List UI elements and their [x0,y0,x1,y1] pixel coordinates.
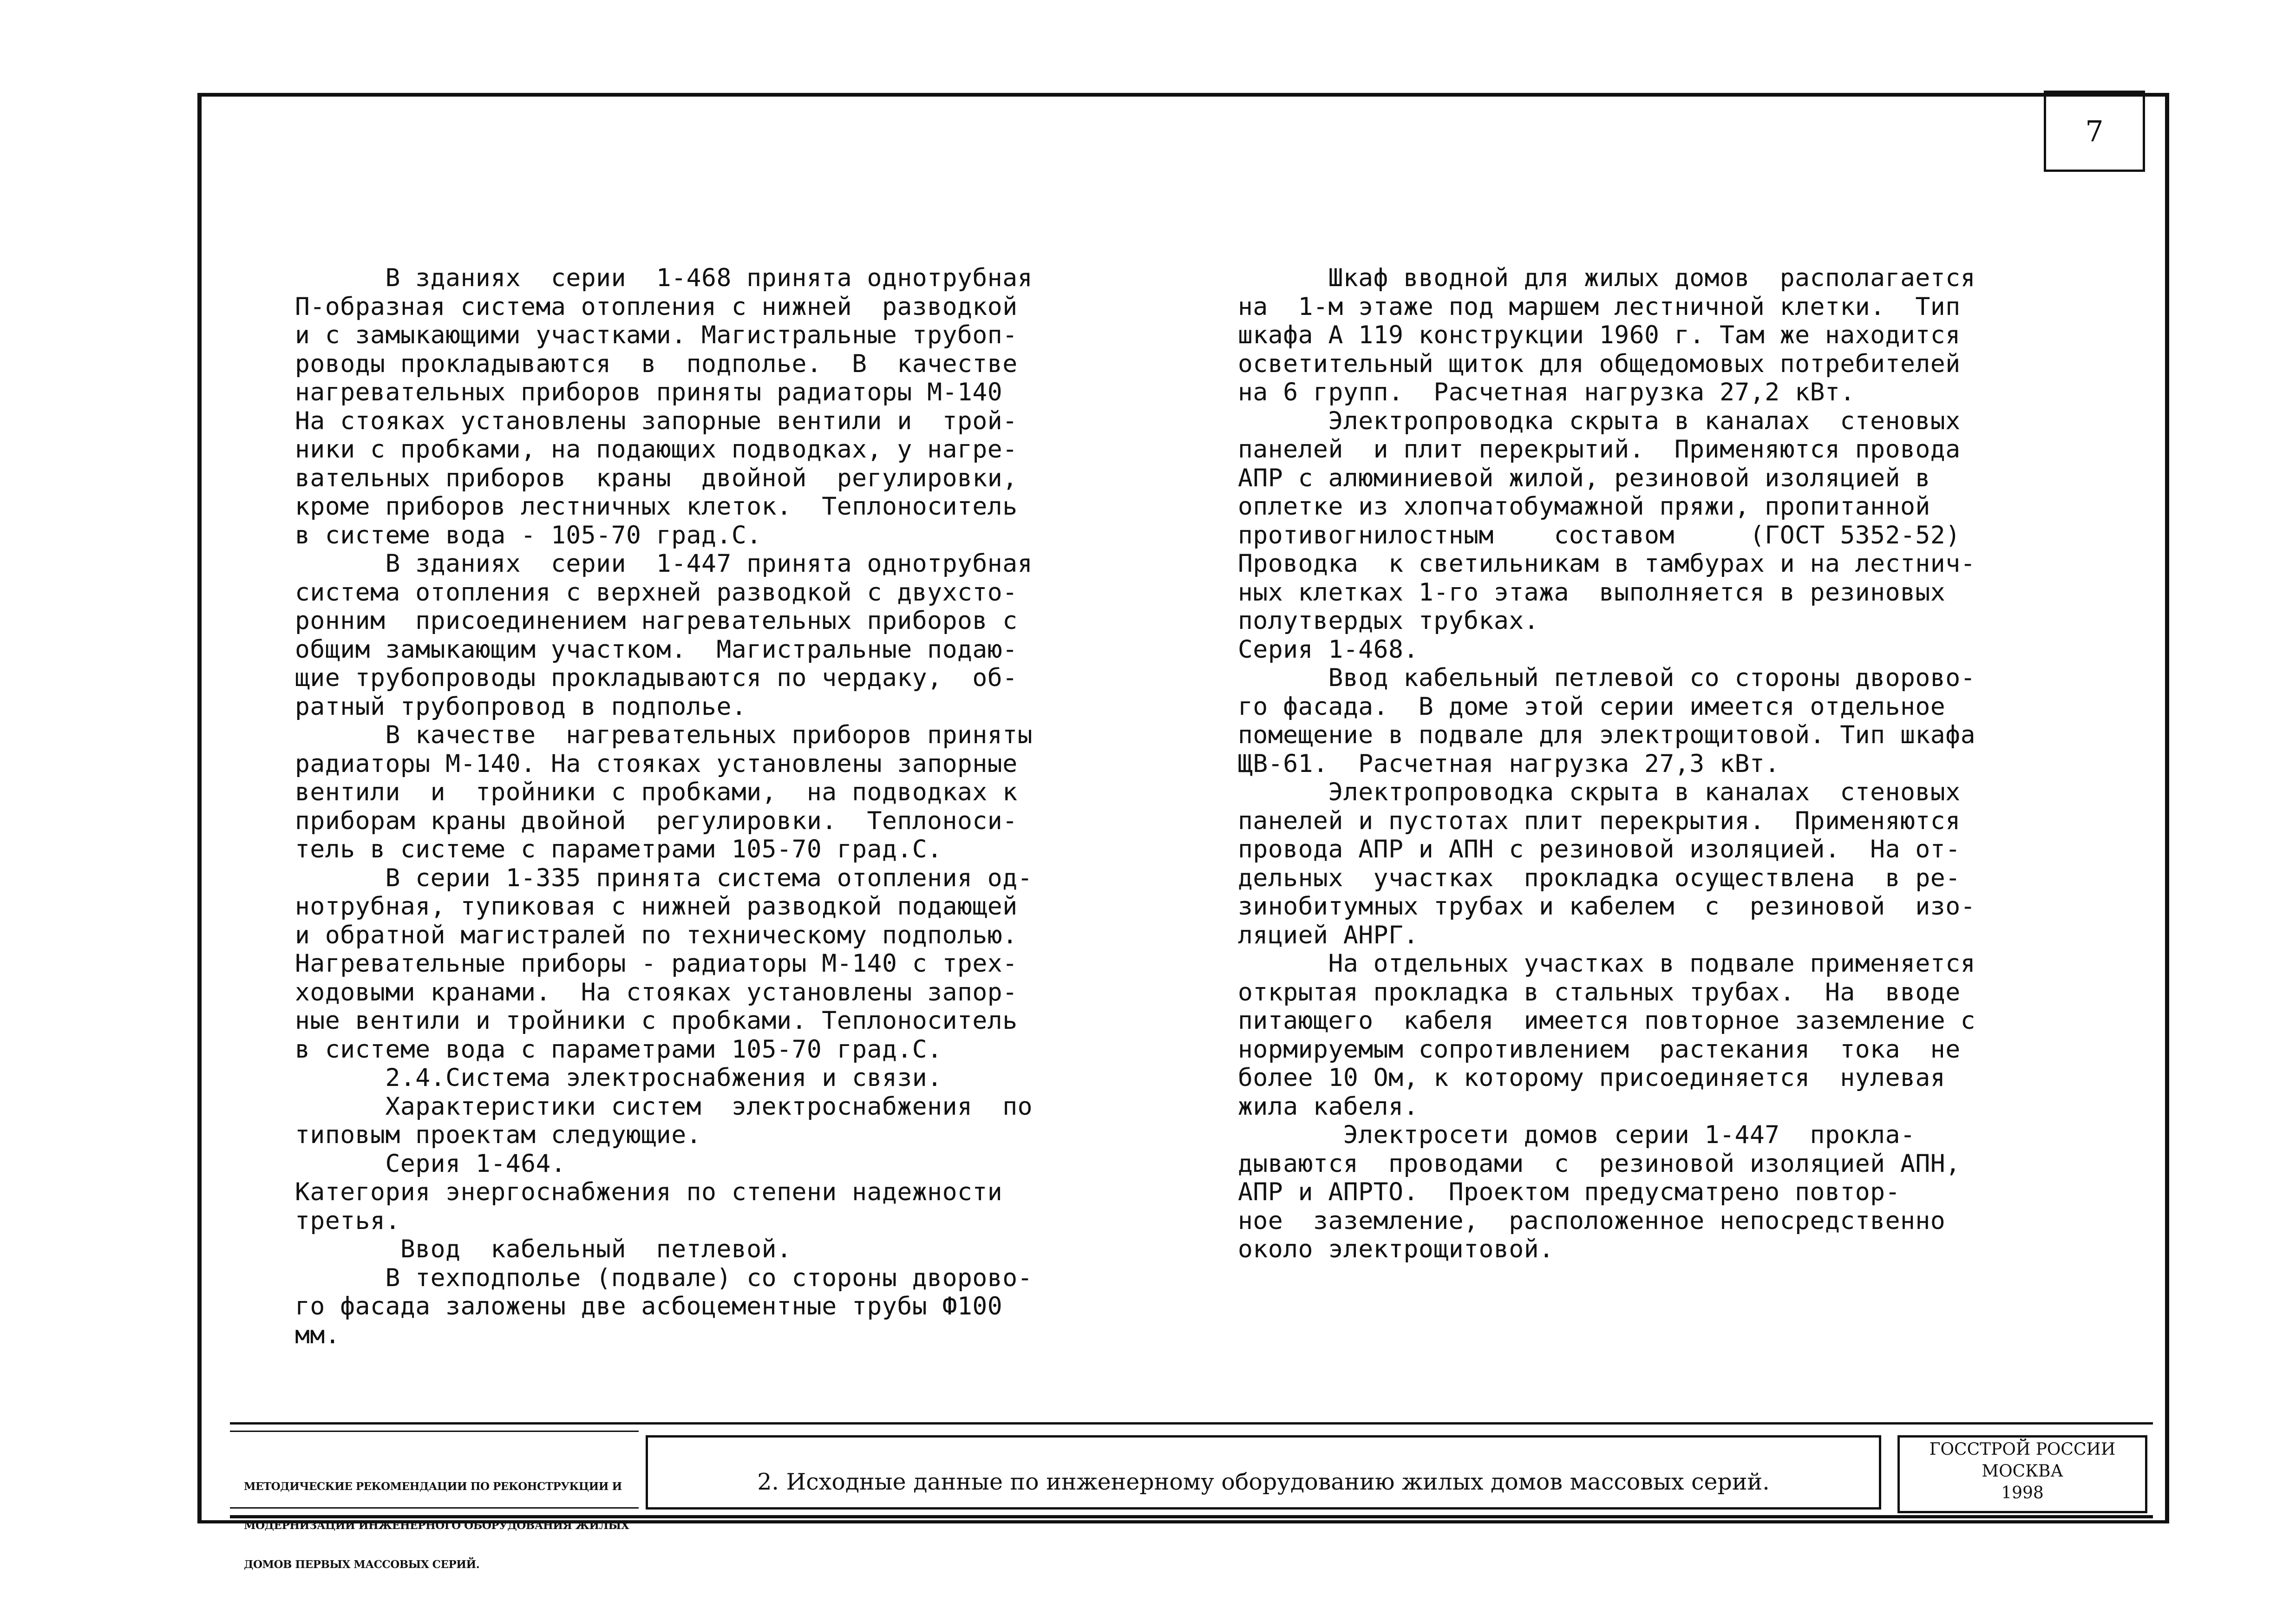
text-line: Нагревательные приборы - радиаторы М-140 с трех- [295,949,1018,978]
text-line: на 6 групп. Расчетная нагрузка 27,2 кВт. [1238,378,1855,406]
stamp-section-title: 2. Исходные данные по инженерному оборудованию жилых домов массовых серий. [757,1468,1770,1495]
text-line: Ввод кабельный петлевой. [295,1235,792,1263]
title-block-rule-top-thin [230,1431,639,1432]
text-line: панелей и плит перекрытий. Применяются провода [1238,435,1961,464]
text-line: ное заземление, расположенное непосредственно [1238,1206,1946,1235]
stamp-publisher-box [1897,1435,2147,1513]
text-line: в системе вода - 105-70 град.С. [295,521,762,549]
stamp-publisher: ГОССТРОЙ РОССИИ [1929,1440,2116,1459]
stamp-section-title-box [646,1435,1881,1510]
text-line: питающего кабеля имеется повторное заземление с [1238,1007,1976,1035]
text-line: В качестве нагревательных приборов приняты [295,721,1033,749]
text-line: в системе вода с параметрами 105-70 град.С. [295,1035,942,1064]
right-text-column [1238,264,1975,1264]
text-line: противогнилостным составом (ГОСТ 5352-52) [1238,521,1961,549]
text-line: нормируемым сопротивлением растекания тока не [1238,1035,1961,1064]
text-line: ных клетках 1-го этажа выполняется в резиновых [1238,578,1946,607]
text-line: осветительный щиток для общедомовых потребителей [1238,349,1961,378]
text-line: Категория энергоснабжения по степени надежности [295,1178,1003,1206]
text-line: ходовыми кранами. На стояках установлены запор- [295,978,1018,1007]
text-line: Серия 1-464. [295,1149,566,1178]
text-line: В зданиях серии 1-447 принята однотрубная [295,549,1033,578]
text-line: Проводка к светильникам в тамбурах и на лестнич- [1238,549,1976,578]
text-line: В техподполье (подвале) со стороны дворово- [295,1263,1033,1292]
text-line: ляцией АНРГ. [1238,921,1419,949]
stamp-year: 1998 [2001,1484,2044,1503]
text-line: приборам краны двойной регулировки. Теплоноси- [295,806,1018,835]
text-line: зинобитумных трубах и кабелем с резиновой изо- [1238,892,1976,921]
text-line: общим замыкающим участком. Магистральные подаю- [295,635,1018,664]
text-line: радиаторы М-140. На стояках установлены запорные [295,749,1018,778]
stamp-left-line-1: МЕТОДИЧЕСКИЕ РЕКОМЕНДАЦИИ ПО РЕКОНСТРУКЦИИ И [244,1480,622,1493]
text-line: жила кабеля. [1238,1092,1419,1121]
text-line: П-образная система отопления с нижней разводкой [295,292,1018,321]
text-line: вательных приборов краны двойной регулировки, [295,464,1018,492]
text-line: Шкаф вводной для жилых домов располагается [1238,264,1976,292]
text-line: В серии 1-335 принята система отопления од- [295,863,1033,892]
text-line: 2.4.Система электроснабжения и связи. [295,1064,942,1092]
text-line: провода АПР и АПН с резиновой изоляцией. На от- [1238,835,1961,863]
text-line: В зданиях серии 1-468 принята однотрубная [295,264,1033,292]
text-line: ЩВ-61. Расчетная нагрузка 27,3 кВт. [1238,749,1780,778]
text-line: вентили и тройники с пробками, на подводках к [295,778,1018,806]
text-line: АПР с алюминиевой жилой, резиновой изоляцией в [1238,464,1930,492]
title-block-rule-top [230,1422,2153,1425]
text-line: система отопления с верхней разводкой с двухсто- [295,578,1018,607]
text-line: Ввод кабельный петлевой со стороны дворово- [1238,664,1976,692]
text-line: Серия 1-468. [1238,635,1419,664]
text-line: полутвердых трубках. [1238,607,1539,635]
text-line: третья. [295,1206,400,1235]
text-line: Характеристики систем электроснабжения по [295,1092,1033,1121]
left-text-column [295,264,1033,1349]
text-line: щие трубопроводы прокладываются по чердаку, об- [295,664,1018,692]
text-line: кроме приборов лестничных клеток. Теплоноситель [295,492,1018,521]
stamp-organization-text [230,1451,629,1571]
text-line: дываются проводами с резиновой изоляцией АПН, [1238,1149,1961,1178]
text-line: ные вентили и тройники с пробками. Теплоноситель [295,1007,1018,1035]
text-line: около электрощитовой. [1238,1235,1554,1263]
stamp-left-line-3: ДОМОВ ПЕРВЫХ МАССОВЫХ СЕРИЙ. [244,1558,480,1571]
text-line: и с замыкающими участками. Магистральные трубоп- [295,321,1018,349]
page-number-box [2044,91,2145,172]
text-line: панелей и пустотах плит перекрытия. Применяются [1238,806,1961,835]
stamp-city: МОСКВА [1982,1462,2063,1481]
text-line: го фасада заложены две асбоцементные трубы Ф100 [295,1292,1003,1320]
text-line: го фасада. В доме этой серии имеется отдельное [1238,692,1946,721]
text-line: ратный трубопровод в подполье. [295,692,747,721]
text-line: Электропроводка скрыта в каналах стеновых [1238,778,1961,806]
text-line: оплетке из хлопчатобумажной пряжи, пропитанной [1238,492,1930,521]
text-line: шкафа А 119 конструкции 1960 г. Там же находится [1238,321,1961,349]
text-line: Электросети домов серии 1-447 прокла- [1238,1121,1916,1149]
text-line: На стояках установлены запорные вентили и трой- [295,406,1018,435]
text-line: более 10 Ом, к которому присоединяется нулевая [1238,1064,1946,1092]
text-line: ронним присоединением нагревательных приборов с [295,607,1018,635]
text-line: На отдельных участках в подвале применяется [1238,949,1976,978]
text-line: дельных участках прокладка осуществлена в ре- [1238,863,1961,892]
text-line: помещение в подвале для электрощитовой. Тип шкафа [1238,721,1976,749]
stamp-left-line-2: МОДЕРНИЗАЦИИ ИНЖЕНЕРНОГО ОБОРУДОВАНИЯ ЖИЛЫХ [244,1519,629,1532]
text-line: мм. [295,1320,340,1349]
text-line: роводы прокладываются в подполье. В качестве [295,349,1018,378]
text-line: нотрубная, тупиковая с нижней разводкой подающей [295,892,1018,921]
text-line: нагревательных приборов приняты радиаторы М-140 [295,378,1003,406]
text-line: ники с пробками, на подающих подводках, у нагре- [295,435,1018,464]
text-line: открытая прокладка в стальных трубах. На вводе [1238,978,1961,1007]
page-number: 7 [2085,114,2104,148]
text-line: Электропроводка скрыта в каналах стеновых [1238,406,1961,435]
text-line: типовым проектам следующие. [295,1121,702,1149]
text-line: на 1-м этаже под маршем лестничной клетки. Тип [1238,292,1961,321]
text-line: тель в системе с параметрами 105-70 град.С. [295,835,942,863]
text-line: АПР и АПРТО. Проектом предусматрено повтор- [1238,1178,1900,1206]
text-line: и обратной магистралей по техническому подполью. [295,921,1018,949]
